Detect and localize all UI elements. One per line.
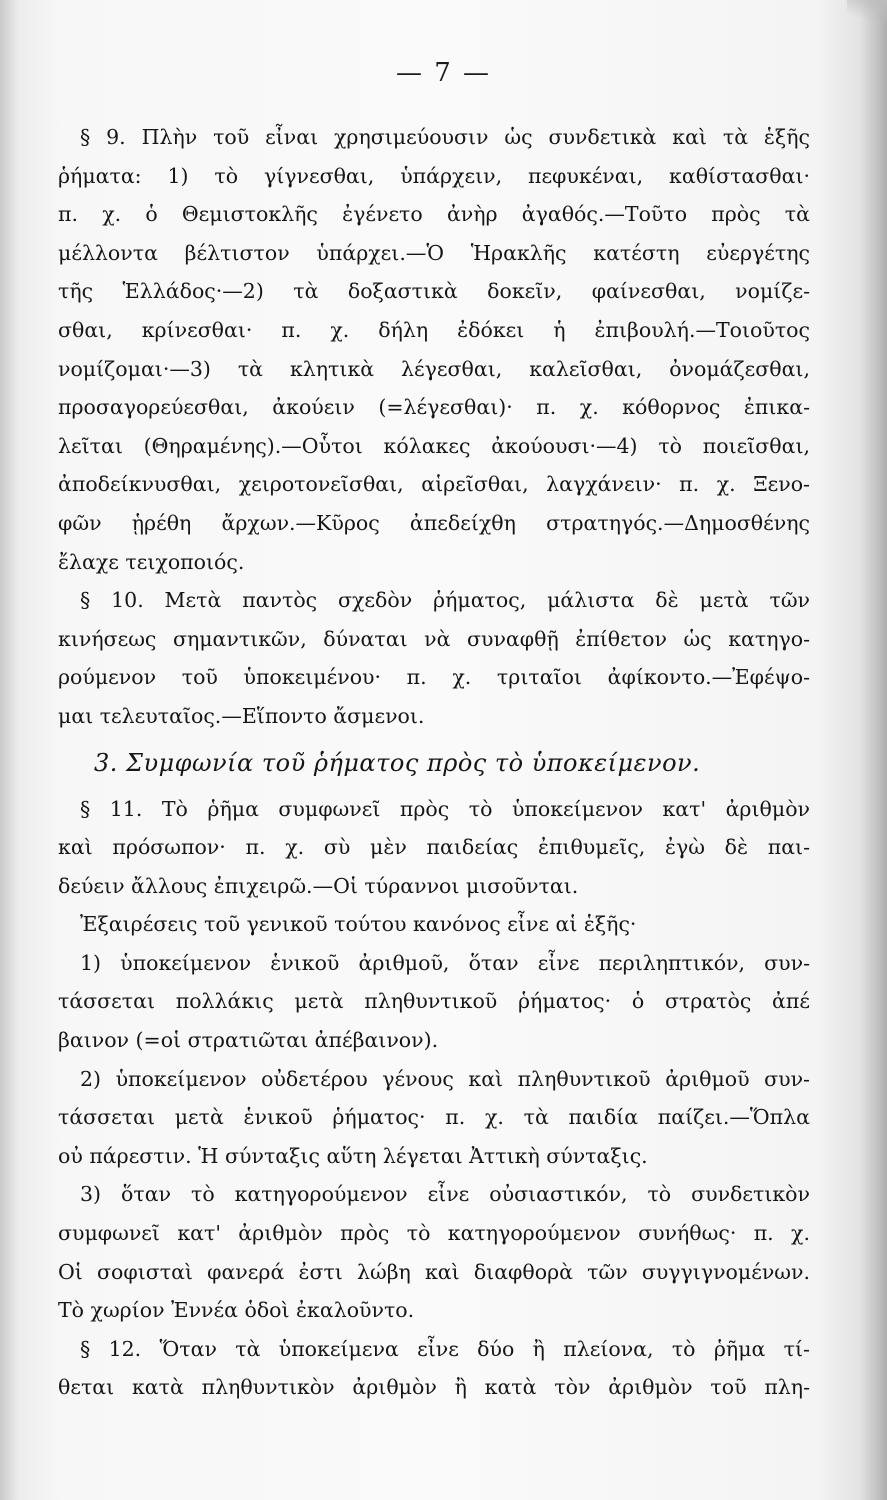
page-corner-wear [847,0,887,24]
exception-3-line: Οἱ σοφισταὶ φανερά ἐστι λώβη καὶ διαφθορὰ τῶν συγγιγνομένων. [58,1259,810,1284]
section-heading: 3. Συμφωνία τοῦ ῥήματος πρὸς τὸ ὑποκείμενον. [94,748,701,777]
paragraph-12-line: θεται κατὰ πληθυντικὸν ἀριθμὸν ἢ κατὰ τὸν ἀριθμὸν τοῦ πλη- [58,1375,810,1400]
exception-2-line: οὐ πάρεστιν. Ἡ σύνταξις αὕτη λέγεται Ἀττικὴ σύνταξις. [58,1143,648,1168]
exception-2-line: 2) ὑποκείμενον οὐδετέρου γένους καὶ πληθυντικοῦ ἀριθμοῦ συν- [80,1066,810,1091]
exception-3-line: 3) ὅταν τὸ κατηγορούμενον εἶνε οὐσιαστικόν, τὸ συνδετικὸν [80,1182,810,1207]
paragraph-11-line: καὶ πρόσωπον· π. χ. σὺ μὲν παιδείας ἐπιθυμεῖς, ἐγὼ δὲ παι- [58,835,810,860]
paragraph-9-line: λεῖται (Θηραμένης).—Οὗτοι κόλακες ἀκούουσι·—4) τὸ ποιεῖσθαι, [58,433,810,458]
paragraph-11-line: δεύειν ἄλλους ἐπιχειρῶ.—Οἱ τύραννοι μισοῦνται. [58,873,579,898]
page-number: — 7 — [395,58,492,88]
paragraph-9-line: μέλλοντα βέλτιστον ὑπάρχει.—Ὁ Ἡρακλῆς κατέστη εὐεργέτης [58,240,810,265]
paragraph-9-line: τῆς Ἑλλάδος·—2) τὰ δοξαστικὰ δοκεῖν, φαίνεσθαι, νομίζε- [58,279,810,304]
paragraph-9-line: ῥήματα: 1) τὸ γίγνεσθαι, ὑπάρχειν, πεφυκέναι, καθίστασθαι· [58,163,810,188]
paragraph-9-line: π. χ. ὁ Θεμιστοκλῆς ἐγένετο ἀνὴρ ἀγαθός.—Τοῦτο πρὸς τὰ [58,202,810,227]
exception-1-line: τάσσεται πολλάκις μετὰ πληθυντικοῦ ῥήματος· ὁ στρατὸς ἀπέ [58,989,810,1014]
paragraph-10-line: ρούμενον τοῦ ὑποκειμένου· π. χ. τριταῖοι ἀφίκοντο.—Ἐφέψο- [58,665,810,690]
exception-3-line: συμφωνεῖ κατ' ἀριθμὸν πρὸς τὸ κατηγορούμενον συνήθως· π. χ. [58,1221,810,1246]
exception-1-line: 1) ὑποκείμενον ἑνικοῦ ἀριθμοῦ, ὅταν εἶνε περιληπτικόν, συν- [80,950,810,975]
paragraph-10-line: § 10. Μετὰ παντὸς σχεδὸν ῥήματος, μάλιστα δὲ μετὰ τῶν [80,588,810,613]
exception-3-line: Τὸ χωρίον Ἐννέα ὁδοὶ ἐκαλοῦντο. [58,1298,415,1323]
paragraph-10-line: μαι τελευταῖος.—Εἵποντο ἄσμενοι. [58,703,425,728]
page-edge-shadow [859,0,887,1500]
page-body [58,118,810,1407]
exception-1-line: βαινον (=οἱ στρατιῶται ἀπέβαινον). [58,1028,439,1053]
paragraph-9-line: φῶν ᾑρέθη ἄρχων.—Κῦρος ἀπεδείχθη στρατηγός.—Δημοσθένης [58,510,810,535]
paragraph-9-line: προσαγορεύεσθαι, ἀκούειν (=λέγεσθαι)· π. χ. κόθορνος ἐπικα- [58,395,810,420]
paragraph-9-line: § 9. Πλὴν τοῦ εἶναι χρησιμεύουσιν ὡς συνδετικὰ καὶ τὰ ἑξῆς [80,125,810,149]
exception-2-line: τάσσεται μετὰ ἑνικοῦ ῥήματος· π. χ. τὰ παιδία παίζει.—Ὅπλα [58,1105,810,1130]
paragraph-9-line: ἀποδείκνυσθαι, χειροτονεῖσθαι, αἱρεῖσθαι, λαγχάνειν· π. χ. Ξενο- [58,472,810,497]
paragraph-9-line: νομίζομαι·—3) τὰ κλητικὰ λέγεσθαι, καλεῖσθαι, ὀνομάζεσθαι, [58,356,810,381]
paragraph-11-line: § 11. Τὸ ῥῆμα συμφωνεῖ πρὸς τὸ ὑποκείμενον κατ' ἀριθμὸν [80,796,810,821]
paragraph-12-line: § 12. Ὅταν τὰ ὑποκείμενα εἶνε δύο ἢ πλείονα, τὸ ῥῆμα τί- [80,1336,810,1361]
paragraph-10-line: κινήσεως σημαντικῶν, δύναται νὰ συναφθῇ ἐπίθετον ὡς κατηγο- [58,626,810,651]
exceptions-intro-line: Ἐξαιρέσεις τοῦ γενικοῦ τούτου κανόνος εἶνε αἱ ἑξῆς· [80,912,637,937]
paragraph-9-line: σθαι, κρίνεσθαι· π. χ. δήλη ἐδόκει ἡ ἐπιβουλή.—Τοιοῦτος [58,317,810,342]
paragraph-9-line: ἔλαχε τειχοποιός. [58,549,245,574]
